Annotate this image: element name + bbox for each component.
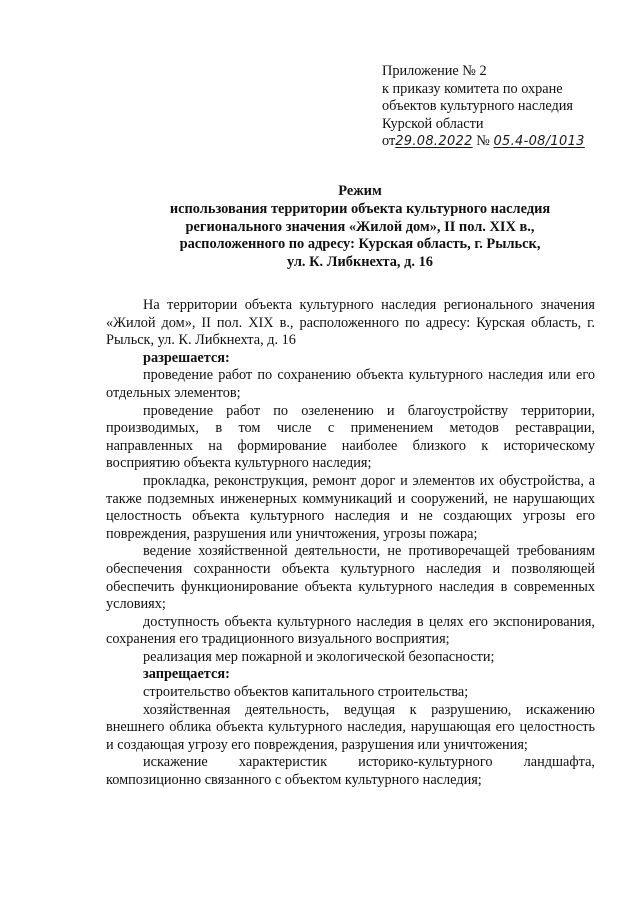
forbidden-item: строительство объектов капитального строительства;	[143, 684, 469, 701]
handwritten-date: 29.08.2022	[395, 134, 473, 150]
appendix-date-number-line	[382, 133, 632, 151]
allowed-item: ведение хозяйственной деятельности, не противоречащей требованиям обеспечения сохранности объекта культурного наследия и позволяющей обеспечить функционирование объекта культурного наследия в современных условиях;	[106, 543, 595, 613]
title-line: Режим	[338, 183, 382, 199]
title-line: ул. К. Либкнехта, д. 16	[287, 254, 433, 271]
intro-paragraph: На территории объекта культурного наследия регионального значения «Жилой дом», II пол. XIX в., расположенного по адресу: Курская область, г. Рыльск, ул. К. Либкнехта, д. 16	[106, 297, 595, 349]
document-title	[60, 183, 640, 272]
appendix-committee-line: объектов культурного наследия	[382, 98, 573, 115]
allowed-item: прокладка, реконструкция, ремонт дорог и элементов их обустройства, а также подземных инженерных коммуникаций и сооружений, не нарушающих целостность объекта культурного наследия и не создающих угрозы его повреждения, разрушения или уничтожения, угрозы пожара;	[106, 472, 595, 542]
appendix-region-line: Курской области	[382, 115, 484, 132]
appendix-block	[382, 63, 632, 151]
allowed-item: реализация мер пожарной и экологической безопасности;	[143, 648, 495, 665]
title-line: регионального значения «Жилой дом», II пол. XIX в.,	[185, 218, 535, 235]
allowed-item: доступность объекта культурного наследия в целях его экспонирования, сохранения его традиционного визуального восприятия;	[106, 613, 595, 648]
handwritten-order-number: 05.4-08/1013	[493, 134, 585, 150]
forbidden-item: искажение характеристик историко-культурного ландшафта, композиционно связанного с объектом культурного наследия;	[106, 754, 595, 789]
allowed-item: проведение работ по озеленению и благоустройству территории, производимых, в том числе с применением методов реставрации, направленных на формирование наиболее близкого к историческому восприятию объекта культурного наследия;	[106, 402, 595, 472]
number-prefix: №	[476, 133, 490, 150]
forbidden-heading: запрещается:	[143, 666, 230, 683]
document-body	[106, 297, 595, 790]
title-line: использования территории объекта культурного наследия	[169, 200, 551, 217]
allowed-heading: разрешается:	[143, 349, 230, 366]
title-line: расположенного по адресу: Курская область, г. Рыльск,	[179, 236, 541, 253]
forbidden-item: хозяйственная деятельность, ведущая к разрушению, искажению внешнего облика объекта культурного наследия, нарушающая его целостность и создающая угрозу его повреждения, разрушения или уничтожения;	[106, 701, 595, 753]
allowed-item: проведение работ по сохранению объекта культурного наследия или его отдельных элементов;	[106, 367, 595, 401]
appendix-order-line: к приказу комитета по охране	[382, 80, 563, 97]
appendix-title: Приложение № 2	[382, 63, 487, 79]
date-prefix: от	[382, 133, 396, 150]
